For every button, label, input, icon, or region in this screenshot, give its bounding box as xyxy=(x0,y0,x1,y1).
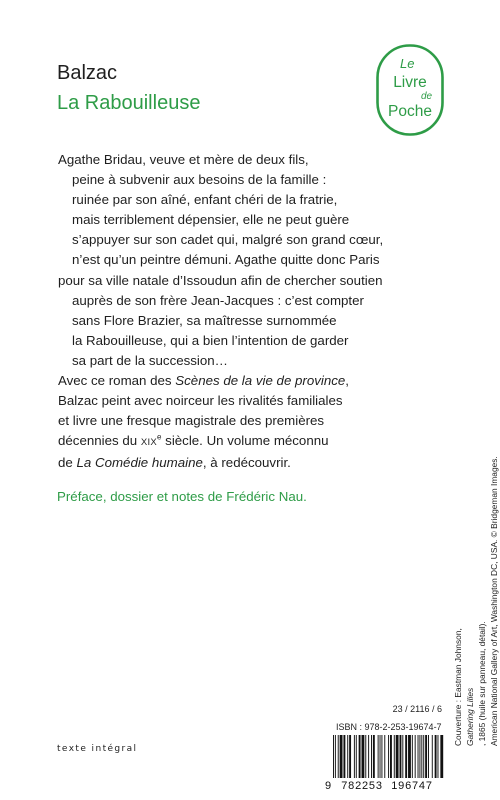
logo-text-livre: Livre xyxy=(393,74,427,91)
summary-line: la Rabouilleuse, qui a bien l’intention de garder xyxy=(72,332,349,348)
barcode-bar xyxy=(384,735,385,778)
barcode-digits-right: 196747 xyxy=(391,780,433,792)
summary-line: peine à subvenir aux besoins de la famille : xyxy=(72,172,327,188)
summary-line: mais terriblement dépensier, elle ne peut guère xyxy=(72,212,350,228)
summary-line: et livre une fresque magistrale des premières xyxy=(58,413,325,429)
barcode-bar xyxy=(419,735,420,778)
barcode-bar xyxy=(380,735,381,778)
barcode-bar xyxy=(402,735,403,778)
barcode-bar xyxy=(388,735,389,778)
barcode-bar xyxy=(373,735,375,778)
texte-integral-label: texte intégral xyxy=(57,744,138,754)
barcode-bar xyxy=(428,735,429,778)
barcode-bar xyxy=(365,735,366,778)
barcode-bar xyxy=(340,735,343,778)
barcode-bar xyxy=(425,735,427,778)
barcode-bar xyxy=(359,735,361,778)
cover-credit-line: American National Gallery of Art, Washington DC, USA. © Bridgeman Images. xyxy=(489,456,499,746)
summary-line: sans Flore Brazier, sa maîtresse surnommée xyxy=(72,312,337,328)
logo-text-poche: Poche xyxy=(388,103,432,120)
barcode-bar xyxy=(396,735,399,778)
barcode-bar xyxy=(349,735,351,778)
cover-credit-line: Couverture : Eastman Johnson, Gathering Lilies , 1865 (huile sur panneau, détail). xyxy=(453,621,487,746)
barcode-bar xyxy=(394,735,395,778)
summary-line: Agathe Bridau, veuve et mère de deux fils, xyxy=(58,152,309,167)
barcode xyxy=(324,735,448,791)
back-cover-summary xyxy=(58,150,384,474)
barcode-bar xyxy=(423,735,424,778)
book-title: La Rabouilleuse xyxy=(57,92,201,114)
barcode-bar xyxy=(347,735,348,778)
barcode-bar xyxy=(408,735,411,778)
le-livre-de-poche-logo xyxy=(376,44,444,136)
summary-line: décennies du XIXe siècle. Un volume méconnu xyxy=(58,432,329,449)
summary-line: s’appuyer sur son cadet qui, malgré son grand cœur, xyxy=(72,232,384,248)
barcode-bar xyxy=(440,735,443,778)
century-numeral: XIX xyxy=(140,437,158,449)
barcode-bar xyxy=(438,735,439,778)
summary-line: Avec ce roman des Scènes de la vie de province, xyxy=(58,373,349,389)
series-title: Scènes de la vie de province xyxy=(175,373,346,389)
cover-image-credit xyxy=(452,456,499,746)
barcode-bar xyxy=(354,735,355,778)
barcode-bar xyxy=(400,735,402,778)
isbn: ISBN : 978-2-253-19674-7 xyxy=(336,722,442,732)
barcode-bar xyxy=(335,735,336,778)
work-title: La Comédie humaine xyxy=(76,455,203,471)
author-name: Balzac xyxy=(57,62,118,84)
barcode-bar xyxy=(432,735,433,778)
logo-text-de: de xyxy=(421,91,433,102)
barcode-bar xyxy=(418,735,419,778)
editorial-credits: Préface, dossier et notes de Frédéric Nau. xyxy=(57,489,307,504)
barcode-bar xyxy=(390,735,392,778)
barcode-bar xyxy=(415,735,416,778)
barcode-bars xyxy=(333,735,443,778)
barcode-bar xyxy=(362,735,365,778)
barcode-bar xyxy=(371,735,372,778)
barcode-bar xyxy=(405,735,407,778)
barcode-bar xyxy=(333,735,334,778)
publisher-code: 23 / 2116 / 6 xyxy=(392,704,442,714)
summary-line: auprès de son frère Jean-Jacques : c’est compter xyxy=(72,292,364,308)
barcode-bar xyxy=(368,735,369,778)
summary-line: n’est qu’un peintre démuni. Agathe quitte donc Paris xyxy=(72,252,380,268)
summary-line: de La Comédie humaine, à redécouvrir. xyxy=(58,455,291,471)
barcode-bar xyxy=(378,735,379,778)
summary-line: Balzac peint avec noirceur les rivalités familiales xyxy=(58,393,343,409)
barcode-bar xyxy=(343,735,345,778)
barcode-bar xyxy=(381,735,382,778)
barcode-bar xyxy=(412,735,413,778)
barcode-bar xyxy=(421,735,422,778)
barcode-digits-left: 782253 xyxy=(341,780,383,792)
barcode-digit-first: 9 xyxy=(325,780,332,792)
summary-line: sa part de la succession… xyxy=(72,352,228,368)
barcode-bar xyxy=(338,735,339,778)
barcode-bar xyxy=(356,735,357,778)
summary-line: ruinée par son aîné, enfant chéri de la fratrie, xyxy=(72,192,338,208)
summary-line: pour sa ville natale d’Issoudun afin de chercher soutien xyxy=(58,272,383,288)
barcode-bar xyxy=(435,735,437,778)
logo-text-le: Le xyxy=(400,56,415,71)
